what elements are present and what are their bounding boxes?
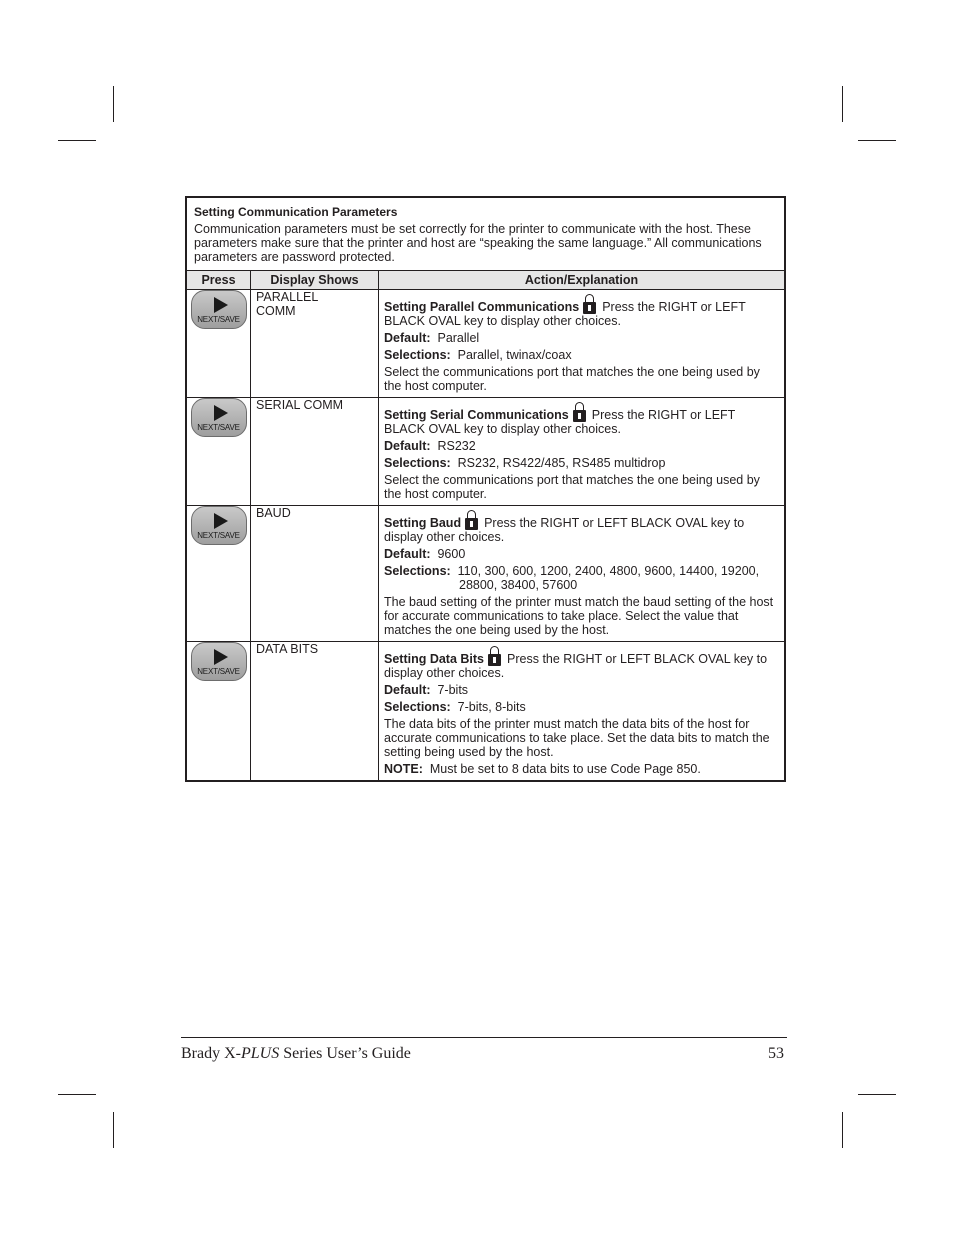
next-save-key-label: NEXT/SAVE: [197, 531, 240, 540]
selections-value: 7-bits, 8-bits: [457, 700, 526, 714]
display-shows-cell: [251, 642, 379, 782]
setting-title: Setting Data Bits: [384, 652, 485, 666]
selections-label: Selections:: [384, 700, 451, 714]
header-press: Press: [186, 271, 251, 290]
setting-text: Press the RIGHT or LEFT BLACK OVAL key to display other choices.: [384, 408, 736, 436]
default-label: Default:: [384, 439, 431, 453]
footer-title-italic: PLUS: [240, 1045, 280, 1062]
footer-title-prefix: Brady X-: [181, 1045, 241, 1062]
default-value: 9600: [437, 547, 466, 561]
note-label: NOTE:: [384, 762, 423, 776]
crop-mark: [58, 140, 96, 141]
default-label: Default:: [384, 331, 431, 345]
lock-icon: [573, 402, 586, 422]
footer-title: [181, 1045, 411, 1063]
crop-mark: [858, 140, 896, 141]
selections-value: 110, 300, 600, 1200, 2400, 4800, 9600, 14400, 19200, 28800, 38400, 57600: [457, 564, 760, 592]
setting-text: Press the RIGHT or LEFT BLACK OVAL key to display other choices.: [384, 652, 768, 680]
table-row: [186, 506, 785, 642]
selections-label: Selections:: [384, 348, 451, 362]
footer-title-suffix: Series User’s Guide: [279, 1045, 411, 1062]
selections-label: Selections:: [384, 456, 451, 470]
explanation-text: The baud setting of the printer must match the baud setting of the host for accurate communications to take place. Select the value that matches the one being used by the host.: [384, 595, 774, 637]
setting-title: Setting Baud: [384, 516, 462, 530]
explanation-text: The data bits of the printer must match the data bits of the host for accurate communications to take place. Set the data bits to match the setting being used by the host.: [384, 717, 770, 759]
explanation-text: Select the communications port that matches the one being used by the host computer.: [384, 365, 760, 393]
display-text: BAUD: [256, 506, 291, 520]
selections-value: RS232, RS422/485, RS485 multidrop: [457, 456, 666, 470]
default-value: 7-bits: [437, 683, 469, 697]
setting-title: Setting Serial Communications: [384, 408, 569, 422]
lock-icon: [583, 294, 596, 314]
page-number: 53: [768, 1045, 784, 1062]
explanation-text: Select the communications port that matches the one being used by the host computer.: [384, 473, 760, 501]
action-cell: [379, 506, 786, 642]
setting-text: Press the RIGHT or LEFT BLACK OVAL key to display other choices.: [384, 516, 745, 544]
communication-parameters-table: [185, 196, 786, 782]
header-display-shows: Display Shows: [251, 271, 379, 290]
next-save-key[interactable]: [191, 290, 247, 329]
note-text: Must be set to 8 data bits to use Code Page 850.: [429, 762, 701, 776]
table-header-row: [186, 271, 785, 290]
setting-title: Setting Parallel Communications: [384, 300, 580, 314]
display-shows-cell: [251, 506, 379, 642]
crop-mark: [113, 86, 114, 122]
next-save-key[interactable]: [191, 642, 247, 681]
default-label: Default:: [384, 683, 431, 697]
setting-text: Press the RIGHT or LEFT BLACK OVAL key to display other choices.: [384, 300, 746, 328]
action-cell: [379, 290, 786, 398]
next-save-key[interactable]: [191, 506, 247, 545]
play-arrow-icon: [214, 297, 228, 313]
table-row: [186, 290, 785, 398]
display-text: SERIAL COMM: [256, 398, 344, 412]
lock-icon: [488, 646, 501, 666]
next-save-key-label: NEXT/SAVE: [197, 423, 240, 432]
footer-rule: [181, 1037, 787, 1038]
press-cell: [186, 506, 251, 642]
display-text: PARALLEL COMM: [256, 290, 319, 318]
display-text: DATA BITS: [256, 642, 319, 656]
table-intro: [186, 197, 785, 271]
crop-mark: [842, 1112, 843, 1148]
next-save-key[interactable]: [191, 398, 247, 437]
next-save-key-label: NEXT/SAVE: [197, 315, 240, 324]
selections-label: Selections:: [384, 564, 451, 578]
section-title: Setting Communication Parameters: [194, 205, 398, 219]
default-value: Parallel: [437, 331, 480, 345]
action-cell: [379, 398, 786, 506]
default-label: Default:: [384, 547, 431, 561]
play-arrow-icon: [214, 405, 228, 421]
press-cell: [186, 398, 251, 506]
play-arrow-icon: [214, 513, 228, 529]
press-cell: [186, 642, 251, 782]
next-save-key-label: NEXT/SAVE: [197, 667, 240, 676]
press-cell: [186, 290, 251, 398]
crop-mark: [858, 1094, 896, 1095]
crop-mark: [113, 1112, 114, 1148]
table-row: [186, 642, 785, 782]
header-action-explanation: Action/Explanation: [379, 271, 786, 290]
display-shows-cell: [251, 398, 379, 506]
table-row: [186, 398, 785, 506]
display-shows-cell: [251, 290, 379, 398]
section-description: Communication parameters must be set correctly for the printer to communicate with the host. These parameters make sure that the printer and host are “speaking the same language.” All communications parameters are password protected.: [194, 222, 762, 264]
crop-mark: [58, 1094, 96, 1095]
default-value: RS232: [437, 439, 476, 453]
lock-icon: [465, 510, 478, 530]
play-arrow-icon: [214, 649, 228, 665]
action-cell: [379, 642, 786, 782]
crop-mark: [842, 86, 843, 122]
selections-value: Parallel, twinax/coax: [457, 348, 572, 362]
